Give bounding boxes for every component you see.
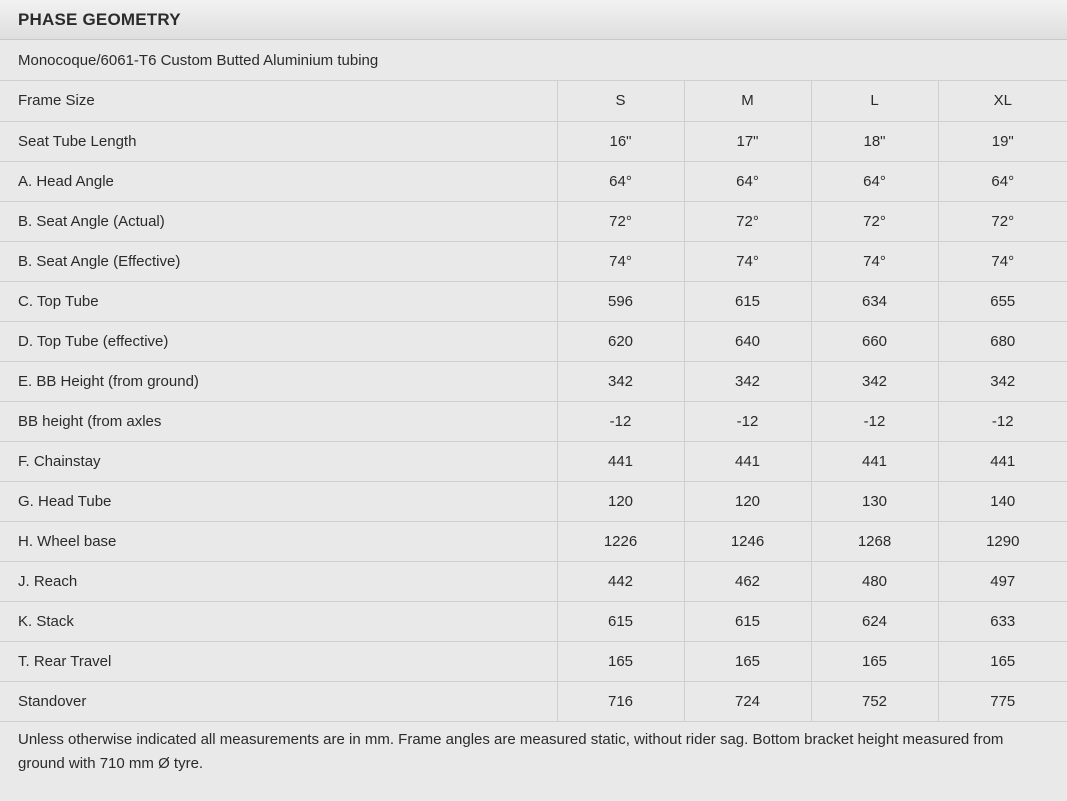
row-label: G. Head Tube xyxy=(0,481,557,521)
row-value: 615 xyxy=(684,601,811,641)
table-row xyxy=(0,121,1067,161)
table-row xyxy=(0,321,1067,361)
row-value: 660 xyxy=(811,321,938,361)
row-label: F. Chainstay xyxy=(0,441,557,481)
row-value: 724 xyxy=(684,681,811,721)
row-value: 64° xyxy=(557,161,684,201)
row-value: 624 xyxy=(811,601,938,641)
row-value: 72° xyxy=(811,201,938,241)
row-value: 342 xyxy=(811,361,938,401)
row-value: M xyxy=(684,81,811,121)
row-value: 342 xyxy=(557,361,684,401)
row-label: E. BB Height (from ground) xyxy=(0,361,557,401)
row-value: 441 xyxy=(938,441,1067,481)
row-label: T. Rear Travel xyxy=(0,641,557,681)
row-value: 1246 xyxy=(684,521,811,561)
table-row xyxy=(0,161,1067,201)
row-label: BB height (from axles xyxy=(0,401,557,441)
table-row xyxy=(0,681,1067,721)
material-subtitle: Monocoque/6061-T6 Custom Butted Aluminium tubing xyxy=(0,40,1067,81)
row-value: 655 xyxy=(938,281,1067,321)
row-value: -12 xyxy=(684,401,811,441)
row-value: L xyxy=(811,81,938,121)
row-value: 17" xyxy=(684,121,811,161)
row-value: -12 xyxy=(557,401,684,441)
row-label: Standover xyxy=(0,681,557,721)
row-value: 596 xyxy=(557,281,684,321)
geometry-table-body xyxy=(0,81,1067,721)
row-value: 74° xyxy=(938,241,1067,281)
row-label: H. Wheel base xyxy=(0,521,557,561)
row-value: 74° xyxy=(811,241,938,281)
row-value: 441 xyxy=(811,441,938,481)
row-value: 680 xyxy=(938,321,1067,361)
row-value: 74° xyxy=(557,241,684,281)
row-value: 165 xyxy=(811,641,938,681)
table-row xyxy=(0,401,1067,441)
row-value: 342 xyxy=(684,361,811,401)
row-value: S xyxy=(557,81,684,121)
table-row xyxy=(0,201,1067,241)
row-value: 120 xyxy=(684,481,811,521)
row-value: 140 xyxy=(938,481,1067,521)
table-row xyxy=(0,481,1067,521)
row-label: C. Top Tube xyxy=(0,281,557,321)
page-title: PHASE GEOMETRY xyxy=(18,9,181,29)
row-value: 716 xyxy=(557,681,684,721)
row-value: -12 xyxy=(938,401,1067,441)
table-row xyxy=(0,561,1067,601)
row-label: J. Reach xyxy=(0,561,557,601)
row-value: 165 xyxy=(557,641,684,681)
row-value: 775 xyxy=(938,681,1067,721)
row-value: 615 xyxy=(557,601,684,641)
geometry-table xyxy=(0,81,1067,722)
row-value: 64° xyxy=(684,161,811,201)
row-value: 16" xyxy=(557,121,684,161)
row-value: 72° xyxy=(938,201,1067,241)
measurement-footnote: Unless otherwise indicated all measurements are in mm. Frame angles are measured static, without rider sag. Bottom bracket height measured from ground with 710 mm Ø tyre. xyxy=(18,730,1004,772)
geometry-header xyxy=(0,0,1067,40)
table-row xyxy=(0,601,1067,641)
row-label: Frame Size xyxy=(0,81,557,121)
row-value: 1268 xyxy=(811,521,938,561)
row-value: 342 xyxy=(938,361,1067,401)
row-value: XL xyxy=(938,81,1067,121)
row-value: 64° xyxy=(938,161,1067,201)
table-row xyxy=(0,641,1067,681)
table-row xyxy=(0,241,1067,281)
row-value: 752 xyxy=(811,681,938,721)
row-value: 1290 xyxy=(938,521,1067,561)
table-row xyxy=(0,441,1067,481)
row-value: 72° xyxy=(557,201,684,241)
row-value: 19" xyxy=(938,121,1067,161)
row-value: 620 xyxy=(557,321,684,361)
row-value: 64° xyxy=(811,161,938,201)
row-value: 72° xyxy=(684,201,811,241)
row-label: B. Seat Angle (Actual) xyxy=(0,201,557,241)
row-value: 615 xyxy=(684,281,811,321)
table-row xyxy=(0,281,1067,321)
row-value: 442 xyxy=(557,561,684,601)
row-value: 74° xyxy=(684,241,811,281)
row-value: 480 xyxy=(811,561,938,601)
row-value: 633 xyxy=(938,601,1067,641)
row-label: Seat Tube Length xyxy=(0,121,557,161)
row-value: 1226 xyxy=(557,521,684,561)
table-row xyxy=(0,81,1067,121)
row-value: 165 xyxy=(938,641,1067,681)
row-value: 165 xyxy=(684,641,811,681)
row-label: D. Top Tube (effective) xyxy=(0,321,557,361)
row-value: 640 xyxy=(684,321,811,361)
table-row xyxy=(0,521,1067,561)
row-value: 18" xyxy=(811,121,938,161)
row-value: 441 xyxy=(557,441,684,481)
row-value: 462 xyxy=(684,561,811,601)
row-value: 634 xyxy=(811,281,938,321)
row-value: -12 xyxy=(811,401,938,441)
table-row xyxy=(0,361,1067,401)
row-value: 130 xyxy=(811,481,938,521)
row-label: B. Seat Angle (Effective) xyxy=(0,241,557,281)
row-value: 441 xyxy=(684,441,811,481)
row-label: A. Head Angle xyxy=(0,161,557,201)
row-value: 120 xyxy=(557,481,684,521)
row-value: 497 xyxy=(938,561,1067,601)
row-label: K. Stack xyxy=(0,601,557,641)
